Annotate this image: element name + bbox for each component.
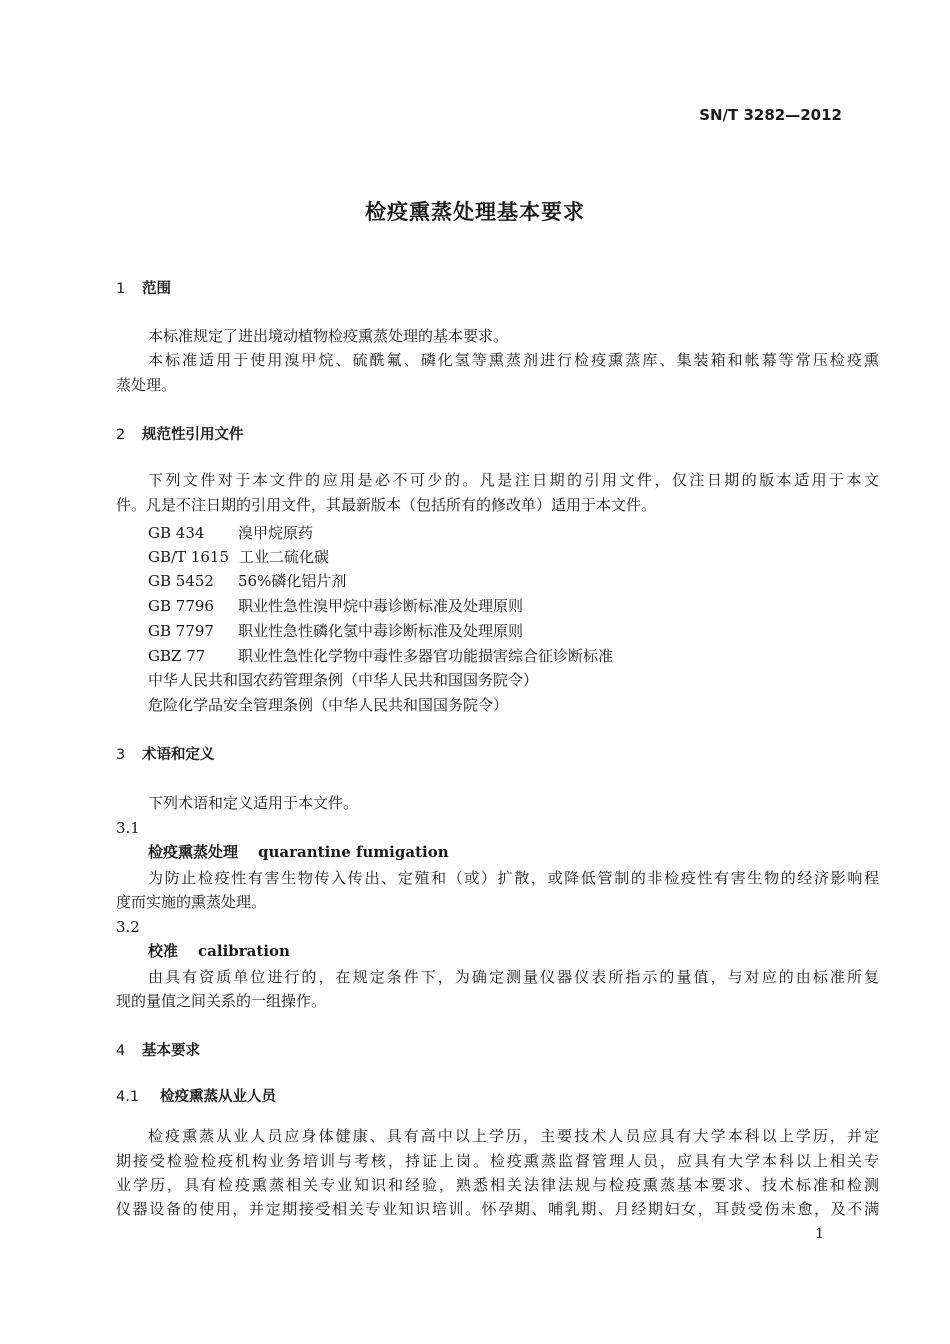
- term-definition: 现的量值之间关系的一组操作。: [116, 992, 327, 1010]
- paragraph: 本标准规定了进出境动植物检疫熏蒸处理的基本要求。: [148, 327, 509, 345]
- term-definition: 度而实施的熏蒸处理。: [116, 893, 267, 911]
- paragraph: 检疫熏蒸从业人员应身体健康、具有高中以上学历，主要技术人员应具有大学本科以上学历，并定: [148, 1127, 879, 1145]
- paragraph: 期接受检验检疫机构业务培训与考核，持证上岗。检疫熏蒸监督管理人员，应具有大学本科以上相关专: [116, 1152, 879, 1170]
- document-title: 检疫熏蒸处理基本要求: [365, 200, 585, 224]
- section-title: 范围: [142, 281, 171, 297]
- reference-name: 职业性急性磷化氢中毒诊断标准及处理原则: [238, 622, 524, 640]
- reference-code: GB/T 1615: [148, 548, 230, 566]
- reference-item: [148, 547, 329, 567]
- term-zh: 检疫熏蒸处理: [148, 843, 239, 861]
- subsection-title: 检疫熏蒸从业人员: [160, 1089, 276, 1105]
- reference-code: GB 7797: [148, 622, 214, 640]
- section-3-heading: [116, 745, 215, 765]
- paragraph: 下列文件对于本文件的应用是必不可少的。凡是注日期的引用文件，仅注日期的版本适用于本文: [148, 471, 879, 489]
- reference-name: 工业二硫化碳: [239, 548, 330, 566]
- reference-regulation: 中华人民共和国农药管理条例（中华人民共和国国务院令）: [148, 671, 539, 689]
- paragraph: 业学历，具有检疫熏蒸相关专业知识和经验，熟悉相关法律法规与检疫熏蒸基本要求、技术标准和检测: [116, 1176, 879, 1194]
- term-en: calibration: [198, 942, 290, 960]
- section-number: 4: [116, 1043, 126, 1059]
- term-heading: [148, 842, 449, 862]
- page-number: 1: [815, 1226, 824, 1242]
- reference-code: GB 434: [148, 524, 205, 542]
- section-number: 2: [116, 427, 126, 443]
- term-en: quarantine fumigation: [258, 843, 449, 861]
- reference-item: [148, 571, 346, 591]
- reference-item: [148, 523, 313, 543]
- reference-name: 56%磷化铝片剂: [238, 572, 347, 590]
- reference-code: GB 5452: [148, 572, 214, 590]
- term-number: 3.1: [116, 819, 140, 837]
- section-title: 基本要求: [142, 1043, 200, 1059]
- term-definition: 由具有资质单位进行的，在规定条件下，为确定测量仪器仪表所指示的量值，与对应的由标准所复: [148, 968, 879, 986]
- section-number: 3: [116, 747, 126, 763]
- section-title: 规范性引用文件: [142, 427, 244, 443]
- reference-code: GBZ 77: [148, 647, 206, 665]
- subsection-number: 4.1: [116, 1089, 140, 1105]
- paragraph: 蒸处理。: [116, 376, 177, 394]
- subsection-4-1-heading: [116, 1087, 276, 1107]
- reference-regulation: 危险化学品安全管理条例（中华人民共和国国务院令）: [148, 696, 509, 714]
- section-title: 术语和定义: [142, 747, 215, 763]
- standard-number: SN/T 3282—2012: [699, 106, 842, 124]
- section-number: 1: [116, 281, 126, 297]
- paragraph: 仪器设备的使用，并定期接受相关专业知识培训。怀孕期、哺乳期、月经期妇女，耳鼓受伤未愈，及不满: [116, 1200, 879, 1218]
- reference-name: 职业性急性溴甲烷中毒诊断标准及处理原则: [238, 597, 524, 615]
- paragraph: 本标准适用于使用溴甲烷、硫酰氟、磷化氢等熏蒸剂进行检疫熏蒸库、集装箱和帐幕等常压检疫熏: [148, 351, 879, 369]
- section-4-heading: [116, 1041, 200, 1061]
- section-1-heading: [116, 279, 171, 299]
- term-heading: [148, 941, 290, 961]
- paragraph: 件。凡是不注日期的引用文件，其最新版本（包括所有的修改单）适用于本文件。: [116, 496, 657, 514]
- section-2-heading: [116, 425, 244, 445]
- reference-name: 溴甲烷原药: [238, 524, 314, 542]
- term-definition: 为防止检疫性有害生物传入传出、定殖和（或）扩散，或降低管制的非检疫性有害生物的经济影响程: [148, 869, 879, 887]
- term-zh: 校准: [148, 942, 179, 960]
- reference-item: [148, 596, 523, 616]
- reference-name: 职业性急性化学物中毒性多器官功能损害综合征诊断标准: [238, 647, 614, 665]
- reference-item: [148, 621, 523, 641]
- reference-code: GB 7796: [148, 597, 214, 615]
- paragraph: 下列术语和定义适用于本文件。: [148, 794, 359, 812]
- term-number: 3.2: [116, 918, 140, 936]
- reference-item: [148, 646, 613, 666]
